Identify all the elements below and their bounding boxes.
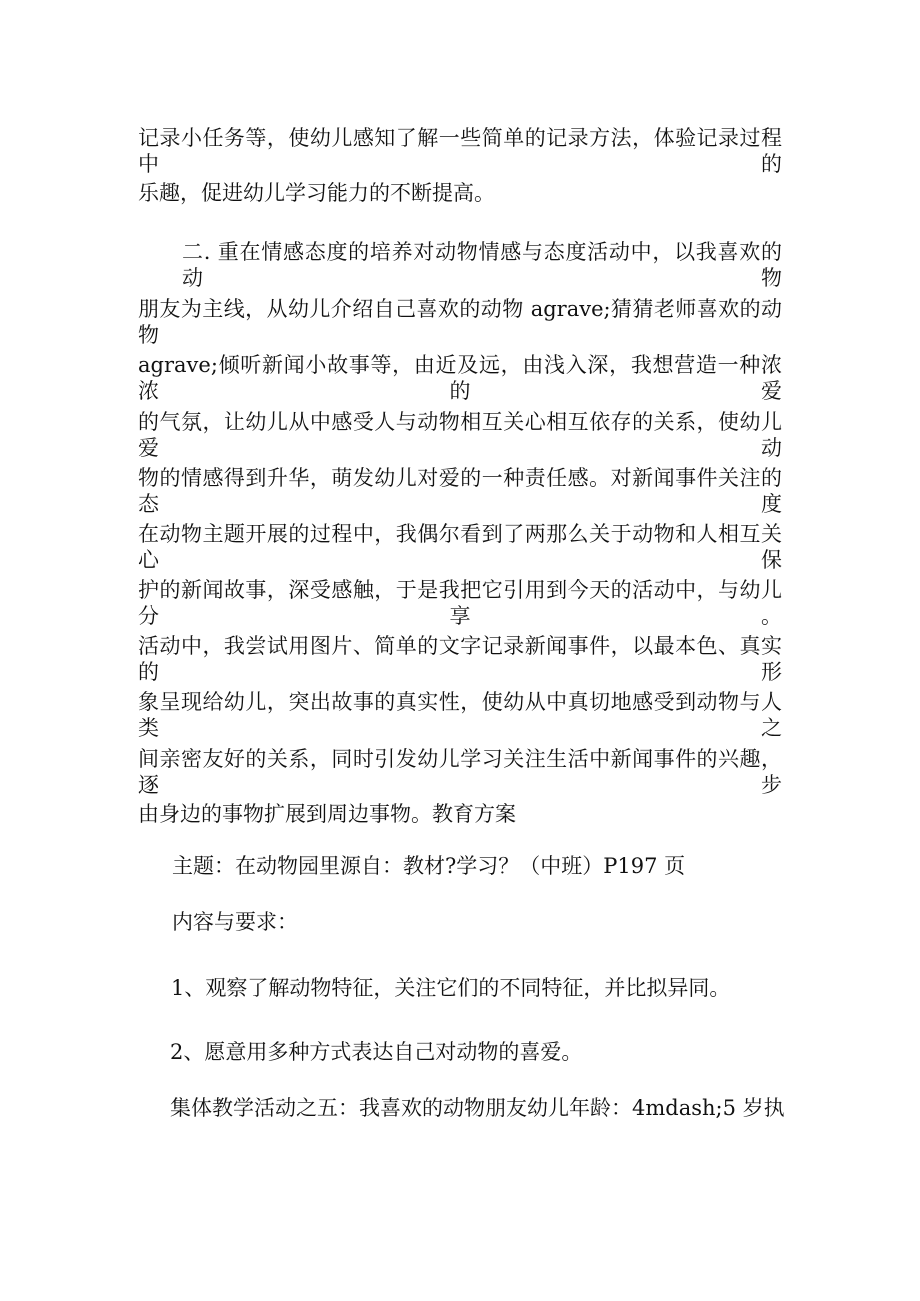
theme-line: 主题：在动物园里源自：教材?学习？（中班）P197 页 bbox=[172, 854, 686, 878]
paragraph-line: 的气氛，让幼儿从中感受人与动物相互关心相互依存的关系，使幼儿爱动 bbox=[138, 410, 782, 460]
paragraph-line: 朋友为主线，从幼儿介绍自己喜欢的动物 agrave;猜猜老师喜欢的动物 bbox=[138, 297, 782, 347]
paragraph-line: 记录小任务等，使幼儿感知了解一些简单的记录方法，体验记录过程中的 bbox=[138, 126, 782, 176]
activity-line: 集体教学活动之五：我喜欢的动物朋友幼儿年龄：4mdash;5 岁执 bbox=[170, 1096, 785, 1120]
paragraph-line: 活动中，我尝试用图片、简单的文字记录新闻事件，以最本色、真实的形 bbox=[138, 634, 782, 684]
requirements-heading: 内容与要求： bbox=[172, 910, 298, 934]
requirement-item: 2、愿意用多种方式表达自己对动物的喜爱。 bbox=[170, 1040, 583, 1064]
paragraph-line: 象呈现给幼儿，突出故事的真实性，使幼从中真切地感受到动物与人类之 bbox=[138, 690, 782, 740]
paragraph-line: 由身边的事物扩展到周边事物。教育方案 bbox=[138, 802, 516, 826]
paragraph-line: 物的情感得到升华，萌发幼儿对爱的一种责任感。对新闻事件关注的态度 bbox=[138, 466, 782, 516]
paragraph-line: agrave;倾听新闻小故事等，由近及远，由浅入深，我想营造一种浓浓的爱 bbox=[138, 353, 782, 403]
paragraph-line: 护的新闻故事，深受感触，于是我把它引用到今天的活动中，与幼儿分享。 bbox=[138, 578, 782, 628]
paragraph-line: 乐趣，促进幼儿学习能力的不断提高。 bbox=[138, 181, 495, 205]
requirement-item: 1、观察了解动物特征，关注它们的不同特征，并比拟异同。 bbox=[171, 976, 731, 1000]
paragraph-line: 间亲密友好的关系，同时引发幼儿学习关注生活中新闻事件的兴趣，逐步 bbox=[138, 747, 782, 797]
paragraph-line: 在动物主题开展的过程中，我偶尔看到了两那么关于动物和人相互关心保 bbox=[138, 522, 782, 572]
paragraph-line: 二. 重在情感态度的培养对动物情感与态度活动中，以我喜欢的动物 bbox=[182, 240, 782, 290]
